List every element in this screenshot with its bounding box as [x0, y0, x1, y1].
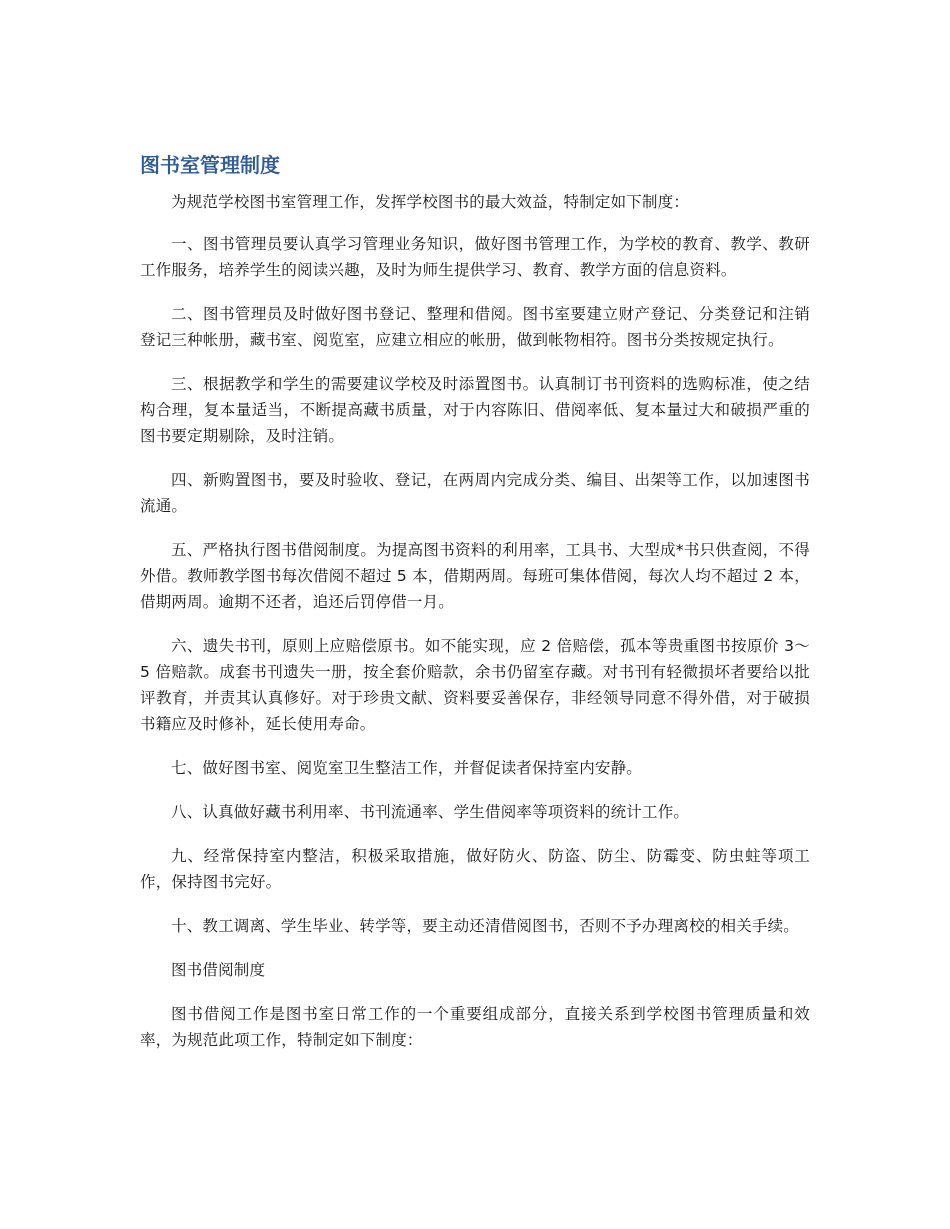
rule-paragraph-6: 六、遗失书刊，原则上应赔偿原书。如不能实现，应 2 倍赔偿，孤本等贵重图书按原价 3～5 倍赔款。成套书刊遗失一册，按全套价赔款，余书仍留室存藏。对书刊有轻微损坏者要给以批评教育，并责其认真修好。对于珍贵文献、资料要妥善保存，非经领导同意不得外借，对于破损书籍应及时修补，延长使用寿命。: [140, 637, 810, 733]
rule-paragraph-9: 九、经常保持室内整洁，积极采取措施，做好防火、防盗、防尘、防霉变、防虫蛀等项工作，保持图书完好。: [140, 847, 810, 891]
document-page: [140, 150, 810, 1071]
document-title: 图书室管理制度: [140, 153, 280, 177]
intro-paragraph: 为规范学校图书室管理工作，发挥学校图书的最大效益，特制定如下制度：: [171, 193, 690, 211]
rule-paragraph-3: 三、根据教学和学生的需要建议学校及时添置图书。认真制订书刊资料的选购标准，使之结构合理，复本量适当，不断提高藏书质量，对于内容陈旧、借阅率低、复本量过大和破损严重的图书要定期剔除，及时注销。: [140, 375, 810, 445]
section-heading-borrowing: 图书借阅制度: [171, 961, 266, 979]
rule-paragraph-10: 十、教工调离、学生毕业、转学等，要主动还清借阅图书，否则不予办理离校的相关手续。: [171, 917, 800, 935]
borrowing-intro-paragraph: 图书借阅工作是图书室日常工作的一个重要组成部分，直接关系到学校图书管理质量和效率，为规范此项工作，特制定如下制度：: [140, 1005, 810, 1049]
rule-paragraph-2: 二、图书管理员及时做好图书登记、整理和借阅。图书室要建立财产登记、分类登记和注销登记三种帐册，藏书室、阅览室，应建立相应的帐册，做到帐物相符。图书分类按规定执行。: [140, 305, 810, 349]
rule-paragraph-8: 八、认真做好藏书利用率、书刊流通率、学生借阅率等项资料的统计工作。: [171, 803, 690, 821]
rule-paragraph-4: 四、新购置图书，要及时验收、登记，在两周内完成分类、编目、出架等工作，以加速图书流通。: [140, 471, 810, 515]
rule-paragraph-5: 五、严格执行图书借阅制度。为提高图书资料的利用率，工具书、大型成*书只供查阅，不得外借。教师教学图书每次借阅不超过 5 本，借期两周。每班可集体借阅，每次人均不超过 2 本，借期两周。逾期不还者，追还后罚停借一月。: [140, 541, 810, 611]
rule-paragraph-7: 七、做好图书室、阅览室卫生整洁工作，并督促读者保持室内安静。: [171, 759, 643, 777]
rule-paragraph-1: 一、图书管理员要认真学习管理业务知识，做好图书管理工作，为学校的教育、教学、教研工作服务，培养学生的阅读兴趣，及时为师生提供学习、教育、教学方面的信息资料。: [140, 235, 810, 279]
